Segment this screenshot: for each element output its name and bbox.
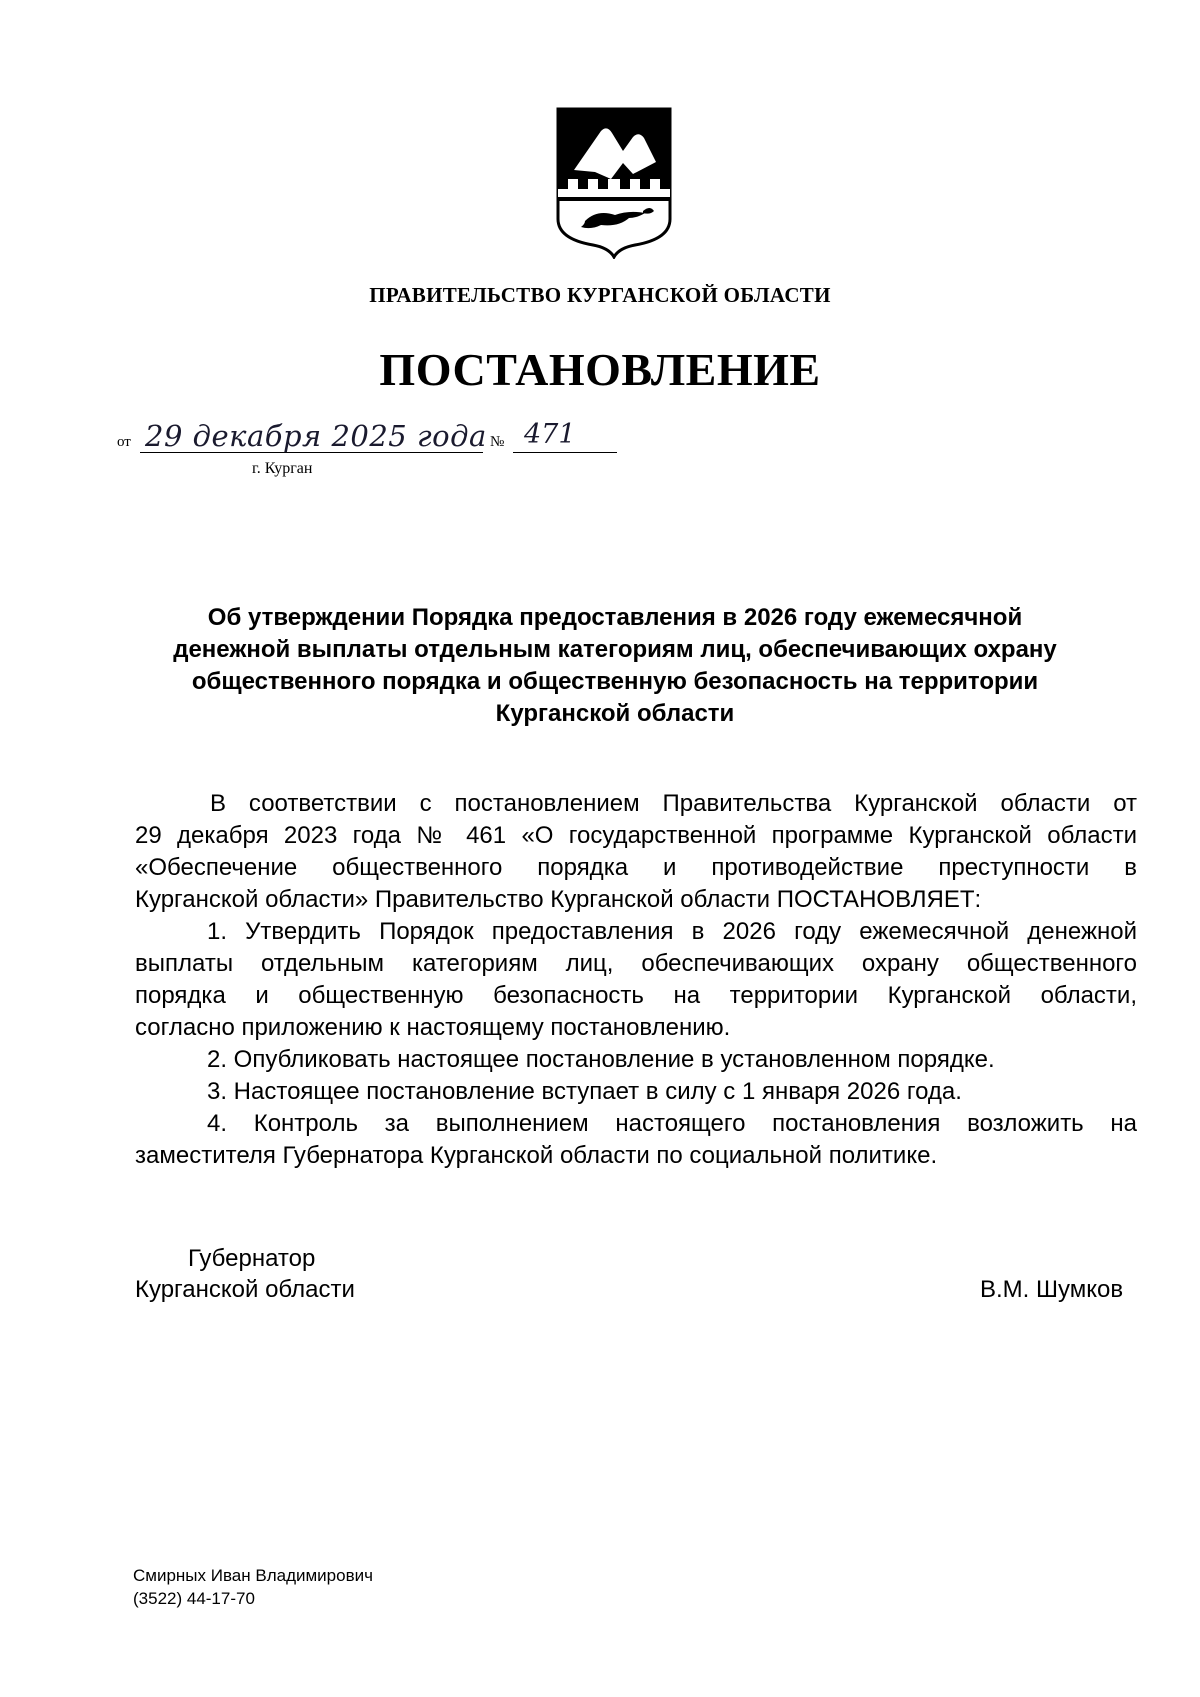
body-line: 1. Утвердить Порядок предоставления в 2026 году ежемесячной денежной: [207, 918, 1137, 945]
organization-header: ПРАВИТЕЛЬСТВО КУРГАНСКОЙ ОБЛАСТИ: [369, 283, 831, 307]
title-line: Курганской области: [495, 700, 735, 727]
body-line: В соответствии с постановлением Правительства Курганской области от: [210, 790, 1137, 817]
document-body: [135, 788, 1137, 1172]
signatory-name: В.М. Шумков: [980, 1276, 1124, 1303]
title-line: Об утверждении Порядка предоставления в 2026 году ежемесячной: [207, 604, 1023, 631]
body-line: согласно приложению к настоящему постановлению.: [135, 1014, 731, 1041]
executor-name: Смирных Иван Владимирович: [133, 1566, 373, 1585]
body-line: выплаты отдельным категориям лиц, обеспечивающих охрану общественного: [135, 950, 1137, 977]
city-label: г. Курган: [252, 460, 313, 477]
signatory-region: Курганской области: [135, 1276, 355, 1303]
body-line: Курганской области» Правительство Курганской области ПОСТАНОВЛЯЕТ:: [135, 886, 982, 913]
date-prefix: от: [117, 434, 131, 450]
body-line: 29 декабря 2023 года № 461 «О государственной программе Курганской области: [135, 822, 1137, 849]
document-type-title: ПОСТАНОВЛЕНИЕ: [379, 344, 821, 395]
signatory-role: Губернатор: [188, 1245, 316, 1272]
handwritten-date: 29 декабря 2025 года: [145, 419, 487, 453]
executor-phone: (3522) 44-17-70: [133, 1589, 255, 1608]
title-line: общественного порядка и общественную безопасность на территории: [191, 668, 1039, 695]
body-line: «Обеспечение общественного порядка и противодействие преступности в: [135, 854, 1137, 881]
coat-of-arms-emblem: [555, 107, 673, 259]
body-line: 4. Контроль за выполнением настоящего постановления возложить на: [207, 1110, 1137, 1137]
number-underline: [513, 452, 617, 453]
document-subject-title: [130, 602, 1100, 730]
body-line: заместителя Губернатора Курганской области по социальной политике.: [135, 1142, 938, 1169]
handwritten-number: 471: [524, 419, 576, 450]
body-line: порядка и общественную безопасность на территории Курганской области,: [135, 982, 1137, 1009]
title-line: денежной выплаты отдельным категориям лиц, обеспечивающих охрану: [173, 636, 1057, 663]
body-line: 2. Опубликовать настоящее постановление в установленном порядке.: [207, 1046, 995, 1073]
body-line: 3. Настоящее постановление вступает в силу с 1 января 2026 года.: [207, 1078, 962, 1105]
number-prefix: №: [490, 434, 505, 450]
